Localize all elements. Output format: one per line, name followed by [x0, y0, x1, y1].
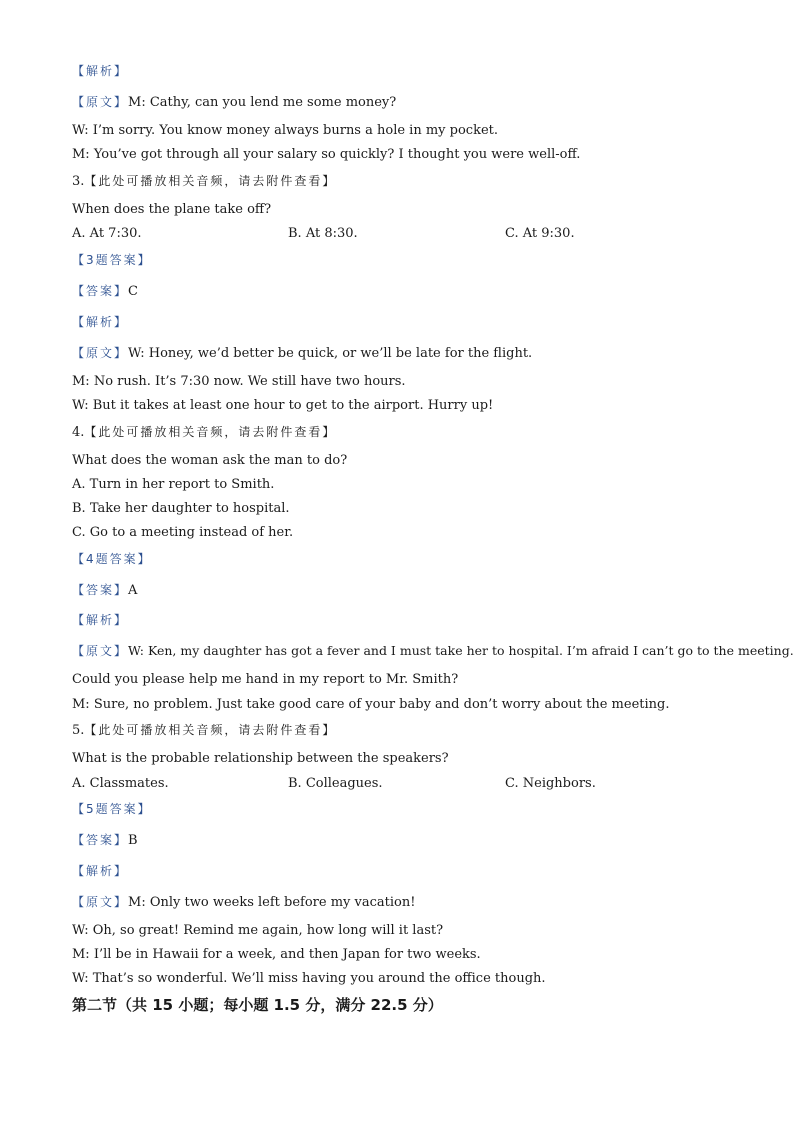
option-c: C. Neighbors. [505, 776, 596, 791]
transcript-text: M: Cathy, can you lend me some money? [128, 95, 397, 110]
original-tag: 【原文】 [72, 346, 129, 360]
option-b: B. Take her daughter to hospital. [72, 501, 290, 516]
option-c: C. Go to a meeting instead of her. [72, 525, 294, 540]
transcript-line: M: I’ll be in Hawaii for a week, and then Japan for two weeks. [72, 947, 481, 962]
transcript-text: W: Honey, we’d better be quick, or we’ll be late for the flight. [128, 346, 533, 361]
option-a: A. Turn in her report to Smith. [72, 477, 275, 492]
answer-section-tag: 【3题答案】 [72, 253, 152, 267]
original-tag: 【原文】 [72, 895, 129, 909]
option-a: A. Classmates. [72, 776, 169, 791]
transcript-line: M: You’ve got through all your salary so quickly? I thought you were well-off. [72, 147, 581, 162]
original-tag: 【原文】 [72, 95, 129, 109]
answer-line [72, 283, 138, 300]
question-header [72, 722, 336, 739]
answer-label: 【答案】 [72, 833, 129, 847]
transcript-line [72, 894, 415, 911]
transcript-line: W: But it takes at least one hour to get to the airport. Hurry up! [72, 398, 494, 413]
question-text: What is the probable relationship between the speakers? [72, 751, 449, 766]
answer-section-tag: 【4题答案】 [72, 552, 152, 566]
transcript-line: W: That’s so wonderful. We’ll miss having you around the office though. [72, 971, 546, 986]
answer-value: A [128, 583, 138, 598]
original-tag: 【原文】 [72, 644, 129, 658]
transcript-line: M: Sure, no problem. Just take good care of your baby and don’t worry about the meeting. [72, 697, 670, 712]
answer-label: 【答案】 [72, 583, 129, 597]
option-a: A. At 7:30. [72, 226, 142, 241]
audio-note: 【此处可播放相关音频，请去附件查看】 [84, 723, 337, 737]
answer-label: 【答案】 [72, 284, 129, 298]
analysis-tag: 【解析】 [72, 315, 129, 329]
question-header [72, 424, 336, 441]
transcript-line: Could you please help me hand in my report to Mr. Smith? [72, 672, 459, 687]
answer-value: C [128, 284, 138, 299]
question-header [72, 173, 336, 190]
question-text: What does the woman ask the man to do? [72, 453, 348, 468]
option-b: B. At 8:30. [288, 226, 358, 241]
transcript-line: M: No rush. It’s 7:30 now. We still have two hours. [72, 374, 406, 389]
transcript-line: W: Oh, so great! Remind me again, how long will it last? [72, 923, 444, 938]
answer-section-tag: 【5题答案】 [72, 802, 152, 816]
transcript-text: W: Ken, my daughter has got a fever and I must take her to hospital. I’m afraid I can’t go to the meeting. [128, 643, 794, 658]
audio-note: 【此处可播放相关音频，请去附件查看】 [84, 174, 337, 188]
question-text: When does the plane take off? [72, 202, 272, 217]
transcript-line [72, 643, 794, 659]
transcript-line [72, 345, 532, 362]
question-number: 3. [72, 174, 85, 189]
answer-line [72, 582, 137, 599]
answer-value: B [128, 833, 138, 848]
answer-line [72, 832, 138, 849]
analysis-tag: 【解析】 [72, 864, 129, 878]
question-number: 4. [72, 425, 85, 440]
option-b: B. Colleagues. [288, 776, 383, 791]
question-number: 5. [72, 723, 85, 738]
audio-note: 【此处可播放相关音频，请去附件查看】 [84, 425, 337, 439]
option-c: C. At 9:30. [505, 226, 575, 241]
analysis-tag: 【解析】 [72, 613, 129, 627]
analysis-tag: 【解析】 [72, 64, 129, 78]
section-title: 第二节（共 15 小题；每小题 1.5 分，满分 22.5 分） [72, 996, 443, 1014]
transcript-text: M: Only two weeks left before my vacation! [128, 895, 416, 910]
transcript-line [72, 94, 396, 111]
transcript-line: W: I’m sorry. You know money always burns a hole in my pocket. [72, 123, 499, 138]
